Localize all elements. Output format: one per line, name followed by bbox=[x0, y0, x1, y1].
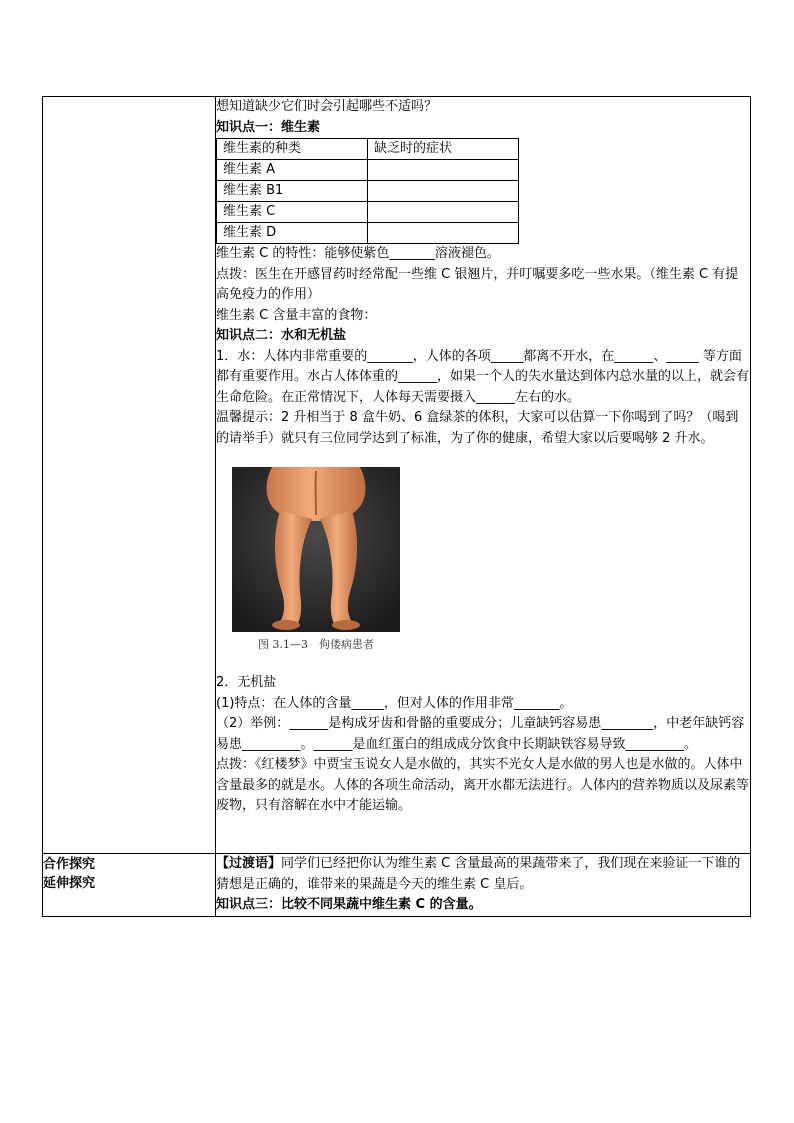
knowledge2-heading: 知识点二：水和无机盐 bbox=[216, 328, 347, 343]
table-cell bbox=[368, 202, 519, 223]
transition-paragraph bbox=[216, 854, 750, 895]
salt-title: 2．无机盐 bbox=[216, 675, 277, 690]
section-label-cell bbox=[43, 854, 216, 917]
knowledge1-heading: 知识点一：维生素 bbox=[216, 119, 321, 135]
vitamin-table bbox=[216, 138, 519, 244]
transition-text: 同学们已经把你认为维生素 C 含量最高的果蔬带来了，我们现在来验证一下谁的猜想是正确的，谁带来的果蔬是今天的维生素 C 皇后。 bbox=[216, 856, 741, 892]
table-row bbox=[217, 202, 519, 223]
table-cell: 维生素 C bbox=[217, 202, 368, 223]
content-cell bbox=[216, 97, 751, 854]
table-cell: 维生素 D bbox=[217, 223, 368, 244]
left-cell-empty bbox=[43, 97, 216, 854]
table-row bbox=[217, 181, 519, 202]
water-tip: 温馨提示：2 升相当于 8 盒牛奶、6 盒绿茶的体积，大家可以估算一下你喝到了吗？（喝到的请举手）就只有三位同学达到了标准，为了你的健康，希望大家以后要喝够 2 升水。 bbox=[216, 410, 739, 446]
table-cell: 维生素 A bbox=[217, 160, 368, 181]
rickets-photo bbox=[232, 467, 400, 632]
table-cell bbox=[368, 181, 519, 202]
table-cell bbox=[368, 160, 519, 181]
table-row bbox=[217, 223, 519, 244]
section-label-cooperation: 合作探究 bbox=[43, 857, 96, 872]
hint-water: 点拨：《红楼梦》中贾宝玉说女人是水做的，其实不光女人是水做的男人也是水做的。人体中含量最多的就是水。人体的各项生命活动，离开水都无法进行。人体内的营养物质以及尿素等废物，只有溶解在水中才能运输。 bbox=[216, 757, 750, 813]
salt-feature: (1)特点：在人体的含量_____，但对人体的作用非常_______。 bbox=[216, 695, 573, 711]
water-paragraph: 1．水：人体内非常重要的_______，人体的各项_____都离不开水，在______、_____ 等方面都有重要作用。水占人体体重的______，如果一个人的失水量达到体内总水量的以上，就会有生命危险。在正常情况下，人体每天需要摄入______左右的水。 bbox=[216, 348, 750, 405]
lesson-table bbox=[42, 96, 751, 917]
salt-examples: （2）举例：______是构成牙齿和骨骼的重要成分；儿童缺钙容易患________，中老年缺钙容易患_________。______是血红蛋白的组成成分饮食中长期缺铁容易导致_________。 bbox=[216, 716, 745, 752]
table-cell: 维生素 B1 bbox=[217, 181, 368, 202]
vitamin-c-foods: 维生素 C 含量丰富的食物： bbox=[216, 307, 377, 323]
vitamin-c-property: 维生素 C 的特性：能够使紫色_______溶液褪色。 bbox=[216, 246, 500, 261]
table-cell bbox=[368, 223, 519, 244]
knowledge3-heading: 知识点三：比较不同果蔬中维生素 C 的含量。 bbox=[216, 897, 482, 912]
table-header-cell: 缺乏时的症状 bbox=[368, 139, 519, 160]
table-header-cell: 维生素的种类 bbox=[217, 139, 368, 160]
table-row bbox=[217, 160, 519, 181]
transition-tag: 【过渡语】 bbox=[216, 856, 282, 871]
section-label-extension: 延伸探究 bbox=[43, 876, 96, 891]
rickets-figure bbox=[232, 467, 400, 653]
intro-question: 想知道缺少它们时会引起哪些不适吗？ bbox=[216, 99, 438, 114]
hint-vitamin-c: 点拨：医生在开感冒药时经常配一些维 C 银翘片，并叮嘱要多吃一些水果。（维生素 C 有提高免疫力的作用） bbox=[216, 266, 739, 302]
section2-content-cell bbox=[216, 854, 751, 917]
table-header-row bbox=[217, 139, 519, 160]
figure-caption: 图 3.1—3 佝偻病患者 bbox=[258, 638, 374, 651]
